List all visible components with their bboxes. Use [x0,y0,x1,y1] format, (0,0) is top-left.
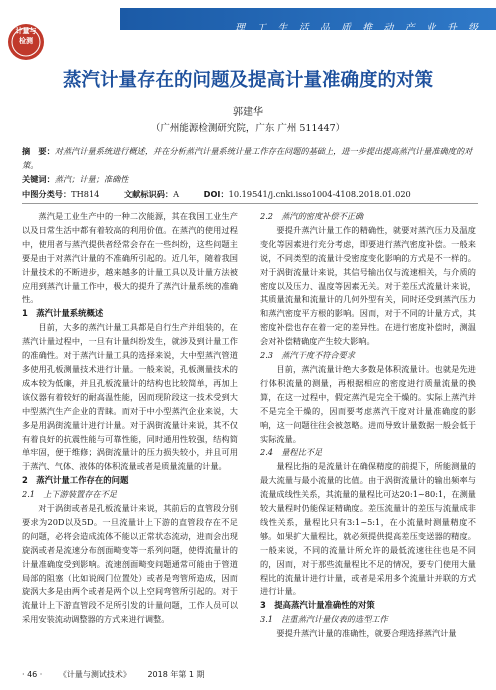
clc-value: TH814 [71,189,100,199]
keywords-text: 蒸汽；计量；准确性 [54,174,129,184]
divider [22,203,478,204]
logo-line1: 计量与 [15,27,37,35]
paragraph: 要提升蒸汽计量的准确性，就要合理选择蒸汽计量 [276,628,457,639]
doi-label: DOI： [203,189,229,199]
subsection-heading: 2.2 蒸汽的密度补偿不正确 [260,211,364,221]
logo-line2: 检测 [19,37,33,45]
issue: 2018 年第 1 期 [147,670,205,679]
journal-header [0,0,496,52]
right-column [260,210,476,641]
subsection-heading: 2.1 上下游装置存在不足 [22,489,117,500]
journal-name: 《计量与测试技术》 [58,670,131,679]
section-heading: 3 提高蒸汽计量准确性的对策 [260,600,375,611]
doi-value: 10.19541/j.cnki.isso1004-4108.2018.01.020 [228,189,411,199]
article-title: 蒸汽计量存在的问题及提高计量准确度的对策 [62,70,433,91]
keywords-label: 关键词： [22,174,55,184]
clc-label: 中图分类号： [22,189,72,199]
section-heading: 2 蒸汽计量工作存在的问题 [22,475,129,486]
paragraph: 量程比指的是流量计在确保精度的前提下，所能测量的最大流量与最小流量的比值。由于涡街流量计的输出频率与流量成线性关系，其流量的量程比可达20:1~80:1，在测量较大量程时仍能保证精确度。差压流量计的差压与流量成非线性关系，量程比只有3:1~5:1，在小流量时测量精度不够。如果扩大量程比，就必须提供提高差压变送器的精度。一般来说，不同的流量计所允许的最低流速往往也是不同的，因而，对于那些流量程比不足的情况，要专门使用大量程比的流量计进行计量，或者是采用多个流量计并联的方式进行计量。 [260,461,476,597]
keywords [22,174,478,185]
doc-code-label: 文献标识码： [123,189,174,199]
paragraph: 目前，大多的蒸汽计量工具都是自行生产并组装的，在蒸汽计量过程中，一旦有计量纠纷发生，就涉及到计量工作的准确性。对于蒸汽计量工具的选择来说，大中型蒸汽管道多使用孔板测量技术进行计量。一般来说，孔板测量技术的成本较为低廉，并且孔板流量计的结构也比较简单，再加上该仪器有着较好的耐高温性能，因而现阶段这一技术受到大中型蒸汽生产企业的青睐。而对于中小型蒸汽企业来说，大多是用涡街流量计进行计量。对于涡街流量计来说，其不仅有着良好的抗震性能与可靠性能，同时通用性较强，结构简单牢固，便于维修；涡街流量计的压力损失较小，并且可用于蒸汽、气体、液体的体积流量或者是质量流量的计量。 [22,322,238,472]
doc-code-value: A [173,189,180,199]
paragraph: 目前，蒸汽流量计绝大多数是体积流量计。也就是先进行体积流量的测量，再根据相应的密度进行质量流量的换算，在这一过程中，假定蒸汽是完全干燥的。实际上蒸汽并不是完全干燥的，因而要考虑蒸汽干度对计量准确度的影响，这一问题往往会被忽略。进而导致计量数据一般会低于实际流量。 [260,363,476,444]
page-number: · 46 · [22,670,43,679]
classification-meta [22,189,478,200]
header-band [120,8,496,34]
author: 郭建华 [233,107,263,118]
subsection-heading: 2.3 蒸汽干度不符合要求 [260,350,355,361]
abstract-label: 摘 要： [22,146,55,156]
page-footer [22,669,219,680]
subsection-heading: 3.1 注重蒸汽计量仪表的选型工作 [260,614,388,625]
abstract [22,144,478,172]
subsection-heading: 2.4 量程比不足 [260,447,323,458]
paragraph: 要提升蒸汽计量工作的精确性，就要对蒸汽压力及温度变化等因素进行充分考虑，即要进行蒸汽密度补偿。一般来说，不同类型的流量计受密度变化影响的方式是不一样的。对于涡街流量计来说，其信号输出仅与流速相关，与介质的密度以及压力、温度等因素无关。对于差压式流量计来说，其质量流量和流量计的几何外型有关，同时还受到蒸汽压力和蒸汽密度平方根的影响。因而，对于不同的计量方式，其密度补偿也存在着一定的差异性。在进行密度补偿时，测温会对补偿精确度产生较大影响。 [260,224,476,347]
logo-label [6,26,46,46]
left-column [22,210,238,627]
paragraph: 蒸汽是工业生产中的一种二次能源，其在我国工业生产以及日常生活中都有着较高的利用价值。在蒸汽的使用过程中，使用者与蒸汽提供者经常会存在一些纠纷，这些问题主要是由于对蒸汽计量的不准确所引起的。近几年，随着我国计量技术的不断进步，越来越多的计量工具以及计量方法被应用到蒸汽计量工作中，极大的提升了蒸汽计量系统的准确性。 [22,211,238,305]
affiliation: （广州能源检测研究院，广东 广州 511447） [150,123,346,134]
paragraph: 对于涡街或者是孔板流量计来说，其前后的直管段分别要求为20D以及5D。一旦流量计上下游的直管段存在不足的问题，必将会造成流体不能以正常状态流动，进而会出现旋涡或者是流速分布剖面畸变等一系列问题，使得流量计的计量准确度受到影响。流速剖面畸变问题通常可能由于管道局部的阻塞（比如说阀门位置处）或者是弯管所造成，因而旋涡大多是由两个或者是两个以上空间弯管所引起的。对于流量计上下游直管段不足所引发的计量问题，工作人员可以采用安装流动调整器的方式来进行调整。 [22,503,238,625]
abstract-text: 对蒸汽计量系统进行概述，并在分析蒸汽计量系统计量工作存在问题的基础上，进一步提出提高蒸汽计量准确度的对策。 [22,146,473,170]
section-heading: 1 蒸汽计量系统概述 [22,308,104,319]
header-slogan: 理 工 生 活 品 质 推 动 产 业 升 级 [235,23,482,34]
